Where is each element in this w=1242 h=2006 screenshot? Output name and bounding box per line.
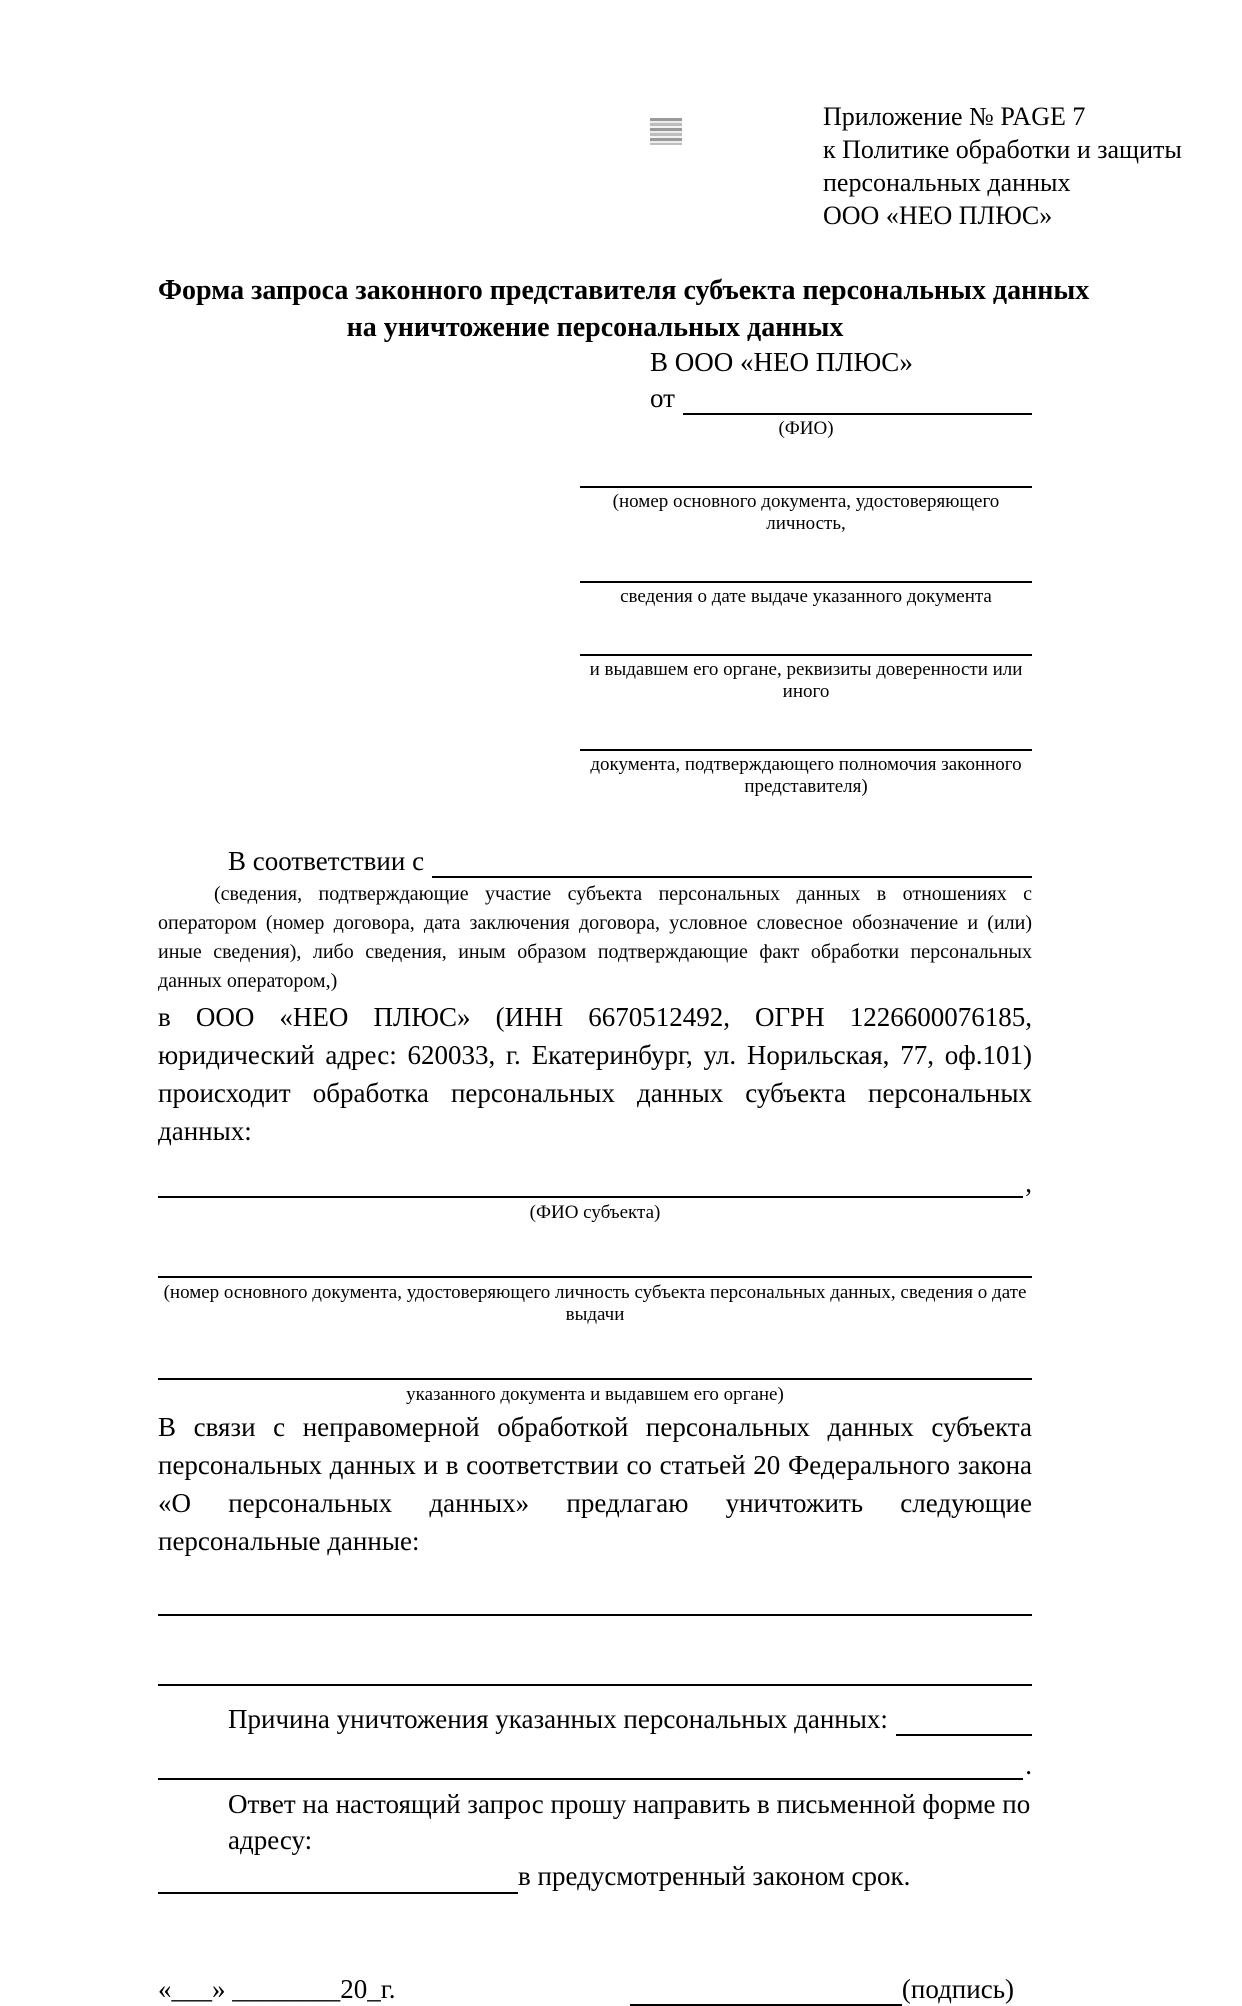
subject-document-blank-line <box>158 1250 1032 1278</box>
data-to-destroy-row-2 <box>158 1658 1032 1686</box>
data-to-destroy-blank-line-2 <box>158 1658 1032 1686</box>
title-line-2: на уничтожение персональных данных <box>346 312 844 343</box>
subject-authority-row <box>158 1352 1032 1380</box>
accordance-row <box>158 844 1032 878</box>
document-number-blank-line <box>580 462 1032 488</box>
operator-paragraph: в ООО «НЕО ПЛЮС» (ИНН 6670512492, ОГРН 1226600076185, юридический адрес: 620033, г. Екатеринбург, ул. Норильская, 77, оф.101) происходит обработка персональных данных субъекта персональных данных: <box>158 1002 1032 1146</box>
signature-blank-line <box>630 1978 902 2006</box>
request-paragraph: В связи с неправомерной обработкой персональных данных субъекта персональных данных и в соответствии со статьей 20 Федерального закона «О персональных данных» предлагаю уничтожить следующие персональные данные: <box>158 1412 1032 1556</box>
subject-fio-caption: (ФИО субъекта) <box>529 1202 661 1223</box>
issuing-authority-caption: и выдавшем его органе, реквизиты доверенности или иного <box>589 659 1023 702</box>
signature-group <box>630 1972 1014 2006</box>
reply-paragraph: Ответ на настоящий запрос прошу направить в письменной форме по адресу: <box>228 1789 1031 1855</box>
representative-authority-blank-line <box>580 725 1032 751</box>
subject-fio-suffix: , <box>1025 1168 1032 1198</box>
header-line-personal-data: персональных данных <box>823 168 1071 197</box>
addressee-from-row <box>580 382 1032 415</box>
reply-suffix: в предусмотренный законом срок. <box>518 1861 911 1891</box>
data-to-destroy-row-1 <box>158 1588 1032 1616</box>
stripes-artifact-icon <box>650 118 682 145</box>
issue-date-caption: сведения о дате выдаче указанного документа <box>620 586 992 607</box>
date-line: «___» ________20_г. <box>158 1974 396 2004</box>
signature-row <box>158 1972 1032 2006</box>
accordance-note: (сведения, подтверждающие участие субъекта персональных данных в отношениях с оператором (номер договора, дата заключения договора, условное словесное обозначение и (или) иные сведения), либо сведения, иным образом подтверждающие факт обработки персональных данных оператором,) <box>158 883 1032 992</box>
header-line-appendix: Приложение № PAGE 7 <box>823 102 1086 131</box>
signature-caption: (подпись) <box>901 1974 1014 2004</box>
reply-address-blank-line <box>158 1866 518 1894</box>
subject-authority-caption: указанного документа и выдавшем его органе) <box>406 1384 784 1405</box>
reason-label: Причина уничтожения указанных персональных данных: <box>228 1704 888 1734</box>
header-line-company: ООО «НЕО ПЛЮС» <box>823 201 1053 230</box>
header-line-policy: к Политике обработки и защиты <box>823 135 1182 164</box>
reason-continuation-row <box>158 1750 1032 1780</box>
accordance-label: В соответствии с <box>228 846 425 876</box>
addressee-to: В ООО «НЕО ПЛЮС» <box>650 347 913 377</box>
document-content <box>158 272 1090 2006</box>
document-number-caption: (номер основного документа, удостоверяющего личность, <box>612 491 1000 534</box>
subject-document-caption: (номер основного документа, удостоверяющего личность субъекта персональных данных, сведения о дате выдачи <box>163 1282 1027 1325</box>
issuing-authority-blank-line <box>580 630 1032 656</box>
reason-row <box>158 1702 1032 1736</box>
title-line-1: Форма запроса законного представителя субъекта персональных данных <box>158 275 1090 306</box>
fio-caption: (ФИО) <box>778 418 834 439</box>
reason-blank-line <box>896 1734 1032 1736</box>
subject-authority-blank-line <box>158 1352 1032 1380</box>
reply-address-row <box>158 1858 1032 1894</box>
fio-blank-line <box>683 382 1032 415</box>
accordance-blank-line <box>432 844 1032 878</box>
subject-document-row <box>158 1250 1032 1278</box>
addressee-block <box>580 346 1032 798</box>
header-block <box>823 100 1182 232</box>
subject-fio-row <box>158 1168 1032 1198</box>
subject-fio-blank-line <box>158 1170 1023 1198</box>
reason-blank-line-2 <box>158 1752 1023 1780</box>
data-to-destroy-blank-line-1 <box>158 1588 1032 1616</box>
from-label: от <box>650 383 675 413</box>
representative-authority-caption: документа, подтверждающего полномочия законного представителя) <box>590 754 1022 797</box>
document-title <box>158 272 1090 346</box>
issue-date-blank-line <box>580 557 1032 583</box>
reason-suffix: . <box>1025 1750 1032 1780</box>
